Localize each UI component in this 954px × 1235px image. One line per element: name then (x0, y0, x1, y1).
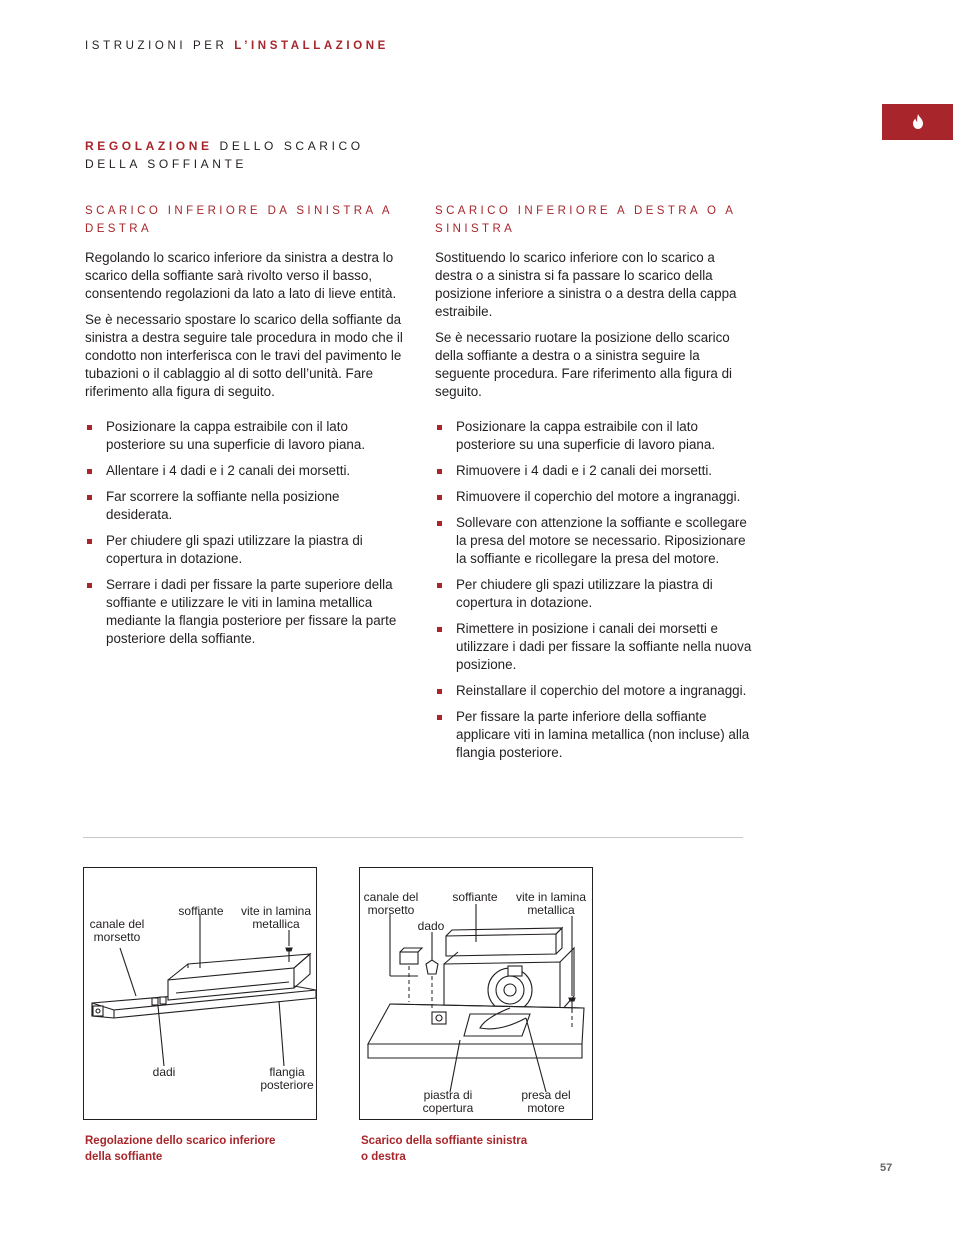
left-steps (85, 418, 405, 648)
list-item: Posizionare la cappa estraibile con il lato posteriore su una superficie di lavoro piana. (435, 418, 755, 454)
header-emphasis: L’INSTALLAZIONE (234, 40, 389, 52)
section-tab (882, 104, 953, 140)
left-paragraph: Regolando lo scarico inferiore da sinistra a destra lo scarico della soffiante sarà rivolto verso il basso, consentendo regolazioni da lato a lato di lieve entità. (85, 250, 397, 301)
label-line: posteriore (260, 1078, 314, 1092)
list-item: Posizionare la cappa estraibile con il lato posteriore su una superficie di lavoro piana. (85, 418, 405, 454)
list-item: Per fissare la parte inferiore della soffiante applicare viti in lamina metallica (non incluse) alla flangia posteriore. (435, 708, 755, 762)
label-line: morsetto (367, 903, 415, 917)
flame-icon (912, 114, 924, 129)
list-item: Rimuovere il coperchio del motore a ingranaggi. (435, 488, 755, 506)
label-piastra (416, 1089, 480, 1115)
header-prefix: ISTRUZIONI PER (85, 40, 228, 52)
label-line: canale del (89, 917, 145, 931)
figure-blower-side-discharge (359, 867, 593, 1120)
figure1-caption (85, 1133, 275, 1165)
label-line: metallica (527, 903, 575, 917)
caption-line: Regolazione dello scarico inferiore (85, 1135, 276, 1147)
left-paragraph: Se è necessario spostare lo scarico della soffiante da sinistra a destra seguire tale procedura in modo che il condotto non interferisca con le travi del pavimento le tubazioni o il cablaggio al di sotto dell’unità. Fare riferimento alla figura di seguito. (85, 312, 403, 399)
label-soffiante: soffiante (452, 890, 498, 904)
section-title (85, 137, 415, 173)
right-steps (435, 418, 755, 762)
label-vite (234, 905, 318, 931)
label-canale (360, 891, 422, 917)
caption-line: Scarico della soffiante sinistra (361, 1135, 528, 1147)
label-vite (510, 891, 592, 917)
label-soffiante: soffiante (178, 904, 224, 918)
right-column (435, 202, 755, 770)
section-title-emphasis: REGOLAZIONE (85, 139, 213, 153)
running-header (85, 40, 389, 52)
label-dadi: dadi (152, 1065, 176, 1079)
right-paragraph: Sostituendo lo scarico inferiore con lo scarico a destra o a sinistra si fa passare lo scarico della posizione inferiore a sinistra o a destra della cappa estraibile. (435, 250, 737, 319)
label-flangia (252, 1066, 322, 1092)
figure2-caption (361, 1133, 527, 1165)
label-line: vite in lamina (515, 890, 587, 904)
label-line: presa del (521, 1088, 571, 1102)
label-presa (512, 1089, 580, 1115)
label-canale (86, 918, 148, 944)
caption-line: della soffiante (85, 1151, 163, 1163)
label-line: flangia (269, 1065, 305, 1079)
right-paragraph: Se è necessario ruotare la posizione dello scarico della soffiante a destra o a sinistra seguire la seguente procedura. Fare riferimento alla figura di seguito. (435, 330, 732, 399)
list-item: Sollevare con attenzione la soffiante e scollegare la presa del motore se necessario. Riposizionare la soffiante e ricollegare la presa del motore. (435, 514, 755, 568)
label-line: motore (527, 1101, 565, 1115)
list-item: Serrare i dadi per fissare la parte superiore della soffiante e utilizzare le viti in lamina metallica mediante la flangia posteriore per fissare la parte posteriore della soffiante. (85, 576, 405, 648)
list-item: Allentare i 4 dadi e i 2 canali dei morsetti. (85, 462, 405, 480)
section-title-rest: DELLO SCARICO DELLA SOFFIANTE (85, 139, 364, 171)
list-item: Far scorrere la soffiante nella posizione desiderata. (85, 488, 405, 524)
label-line: copertura (422, 1101, 474, 1115)
caption-line: o destra (361, 1151, 406, 1163)
label-line: canale del (363, 890, 419, 904)
list-item: Per chiudere gli spazi utilizzare la piastra di copertura in dotazione. (85, 532, 405, 568)
page-number: 57 (880, 1162, 893, 1174)
left-subhead: SCARICO INFERIORE DA SINISTRA A DESTRA (85, 205, 393, 235)
label-line: metallica (252, 917, 300, 931)
list-item: Rimettere in posizione i canali dei morsetti e utilizzare i dadi per fissare la soffiante nella nuova posizione. (435, 620, 755, 674)
section-divider (83, 837, 743, 838)
figure-blower-bottom-discharge (83, 867, 317, 1120)
right-subhead: SCARICO INFERIORE A DESTRA O A SINISTRA (435, 205, 736, 235)
list-item: Rimuovere i 4 dadi e i 2 canali dei morsetti. (435, 462, 755, 480)
label-line: morsetto (93, 930, 141, 944)
label-line: piastra di (423, 1088, 473, 1102)
label-dado: dado (417, 919, 445, 933)
list-item: Per chiudere gli spazi utilizzare la piastra di copertura in dotazione. (435, 576, 755, 612)
left-column (85, 202, 405, 656)
list-item: Reinstallare il coperchio del motore a ingranaggi. (435, 682, 755, 700)
label-line: vite in lamina (240, 904, 312, 918)
